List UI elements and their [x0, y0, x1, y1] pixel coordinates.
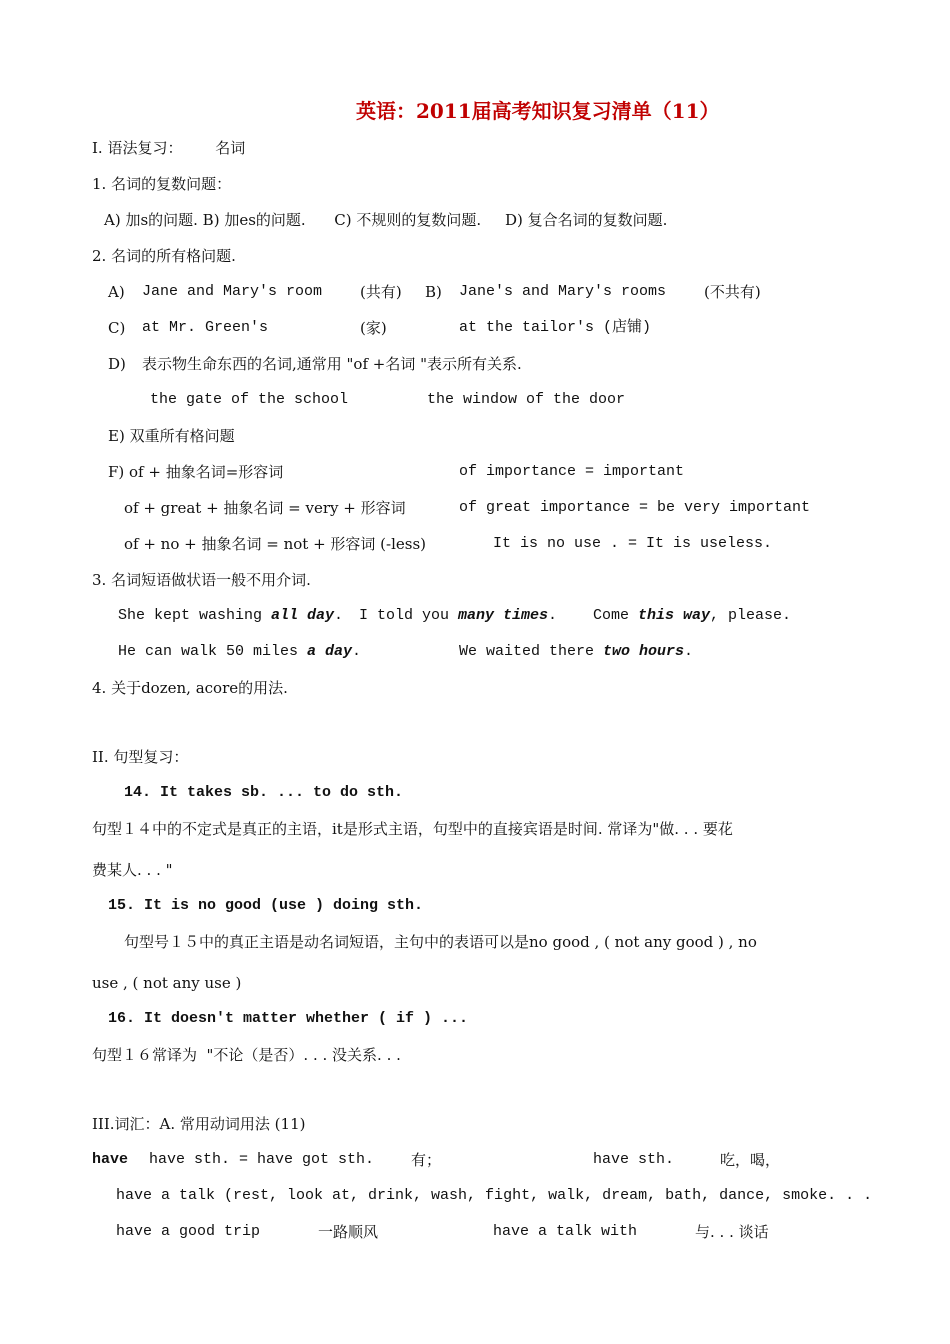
vocab-usage-1: have sth. = have got sth. — [149, 1151, 375, 1168]
example-2b-text: We waited there — [459, 643, 604, 660]
item-c-text: at Mr. Green's — [142, 319, 269, 336]
example-1a-end: . — [334, 607, 344, 624]
section-1-heading — [92, 138, 245, 158]
example-1b-text: I told you — [359, 607, 459, 624]
example-1c-end: , please. — [710, 607, 792, 624]
item-d-example-2: the window of the door — [427, 391, 626, 408]
item-e-text: E) 双重所有格问题 — [108, 427, 235, 445]
example-2a — [118, 642, 361, 662]
item-f2-right: of great importance = be very important — [459, 499, 811, 516]
example-2b — [459, 642, 693, 662]
example-2a-end: . — [352, 643, 362, 660]
item-d-example-1: the gate of the school — [150, 391, 349, 408]
example-2b-emphasis: two hours — [603, 643, 685, 660]
section-1-label: I. 语法复习： — [92, 139, 183, 157]
item-f3-left: of + no + 抽象名词 = not + 形容词 (-less) — [124, 535, 427, 553]
vocab-usage-4: have a good trip — [116, 1223, 261, 1240]
vocab-usage-5: have a talk with — [493, 1223, 638, 1240]
item-f2-left: of + great + 抽象名词 = very + 形容词 — [124, 499, 406, 517]
pattern-15: 15. It is no good (use ) doing sth. — [108, 897, 424, 914]
example-1c — [593, 606, 791, 626]
vocab-usage-3: have a talk (rest, look at, drink, wash, fight, walk, dream, bath, dance, smoke. . . — [116, 1187, 873, 1204]
vocab-usage-5-cn: 与. . . 谈话 — [695, 1223, 769, 1241]
example-1c-emphasis: this way — [638, 607, 711, 624]
point-1: 1. 名词的复数问题： — [92, 175, 232, 193]
example-1c-text: Come — [593, 607, 639, 624]
item-a-label: A) — [108, 283, 125, 301]
item-a-text: Jane and Mary's room — [142, 283, 323, 300]
point-4: 4. 关于dozen, acore的用法. — [92, 679, 288, 697]
section-2-heading: II. 句型复习： — [92, 748, 189, 766]
pattern-14-line-2: 费某人. . . " — [92, 861, 173, 879]
vocab-usage-2: have sth. — [593, 1151, 675, 1168]
example-1b — [359, 606, 557, 626]
example-2a-text: He can walk 50 miles — [118, 643, 308, 660]
item-c-label: C) — [108, 319, 126, 337]
item-f-text: F) of + 抽象名词=形容词 — [108, 463, 284, 481]
example-1a-emphasis: all day — [271, 607, 335, 624]
example-2b-end: . — [684, 643, 694, 660]
item-d-text: 表示物生命东西的名词,通常用 "of +名词 "表示所有关系. — [142, 355, 522, 373]
vocab-word: have — [92, 1151, 129, 1168]
vocab-usage-2-cn: 吃，喝， — [720, 1151, 781, 1169]
item-b-text: Jane's and Mary's rooms — [459, 283, 667, 300]
point-1-options: A) 加s的问题. B) 加es的问题. C) 不规则的复数问题. D) 复合名词的复数问题. — [104, 211, 668, 229]
item-b-label: B) — [425, 283, 442, 301]
pattern-16-line-1: 句型１６常译为 "不论（是否）. . . 没关系. . . — [92, 1046, 401, 1064]
item-c2-text: at the tailor's (店铺) — [459, 319, 652, 336]
example-2a-emphasis: a day — [307, 643, 353, 660]
vocab-usage-1-cn: 有； — [411, 1151, 442, 1169]
pattern-16: 16. It doesn't matter whether ( if ) ... — [108, 1010, 469, 1027]
item-a-note: (共有) — [360, 283, 402, 301]
vocab-usage-4-cn: 一路顺风 — [318, 1223, 379, 1241]
example-1b-emphasis: many times — [458, 607, 549, 624]
page-title: 英语：2011届高考知识复习清单（11） — [356, 99, 720, 123]
section-3-heading: III.词汇：A. 常用动词用法 (11) — [92, 1115, 306, 1133]
item-f-example: of importance = important — [459, 463, 685, 480]
item-f3-right: It is no use . = It is useless. — [493, 535, 773, 552]
item-b-note: (不共有) — [704, 283, 761, 301]
pattern-14: 14. It takes sb. ... to do sth. — [124, 784, 404, 801]
item-c-note: (家) — [360, 319, 387, 337]
pattern-15-line-1: 句型号１５中的真正主语是动名词短语，主句中的表语可以是no good , ( not any good ) , no — [124, 933, 757, 951]
item-d-label: D) — [108, 355, 126, 373]
pattern-14-line-1: 句型１４中的不定式是真正的主语，it是形式主语，句型中的直接宾语是时间. 常译为"做. . . 要花 — [92, 820, 733, 838]
example-1a-text: She kept washing — [118, 607, 272, 624]
example-1b-end: . — [548, 607, 558, 624]
point-2: 2. 名词的所有格问题. — [92, 247, 236, 265]
section-1-topic: 名词 — [215, 139, 246, 157]
point-3: 3. 名词短语做状语一般不用介词. — [92, 571, 311, 589]
example-1a — [118, 606, 343, 626]
pattern-15-line-2: use , ( not any use ) — [92, 974, 242, 992]
